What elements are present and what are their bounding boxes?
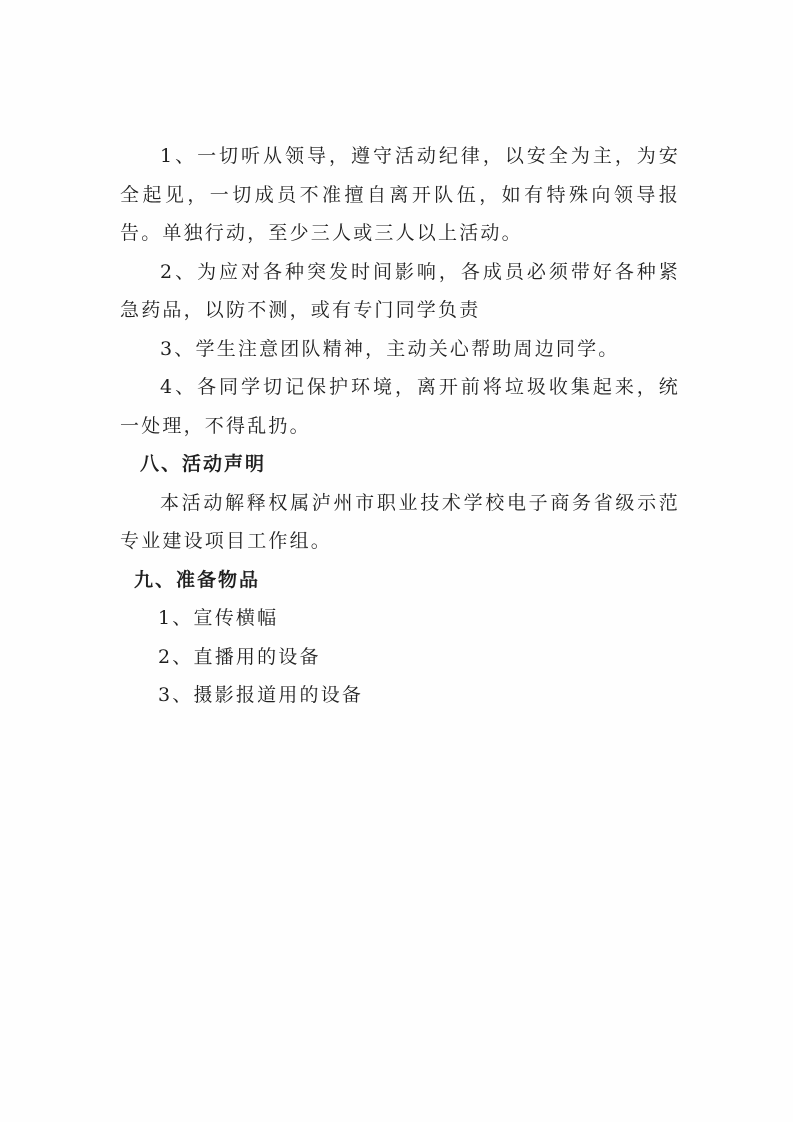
preparation-item: 2、直播用的设备: [158, 645, 321, 668]
preparation-item: 1、宣传横幅: [158, 607, 279, 629]
rule-1: 1、一切听从领导，遵守活动纪律，以安全为主，为安全起见，一切成员不准擅自离开队伍，如有特殊向领导报告。单独行动，至少三人或三人以上活动。: [120, 145, 680, 244]
preparation-item: 3、摄影报道用的设备: [158, 684, 364, 706]
document-body: [120, 137, 680, 715]
rule-2: 2、为应对各种突发时间影响，各成员必须带好各种紧急药品，以防不测，或有专门同学负责: [120, 260, 680, 321]
rule-3: 3、学生注意团队精神，主动关心帮助周边同学。: [160, 337, 620, 360]
section-heading-activity-statement: 八、活动声明: [140, 453, 267, 475]
section-heading-preparation-items: 九、准备物品: [134, 568, 261, 591]
activity-statement-text: 本活动解释权属泸州市职业技术学校电子商务省级示范专业建设项目工作组。: [120, 491, 680, 552]
rule-4: 4、各同学切记保护环境，离开前将垃圾收集起来，统一处理，不得乱扔。: [120, 376, 680, 437]
